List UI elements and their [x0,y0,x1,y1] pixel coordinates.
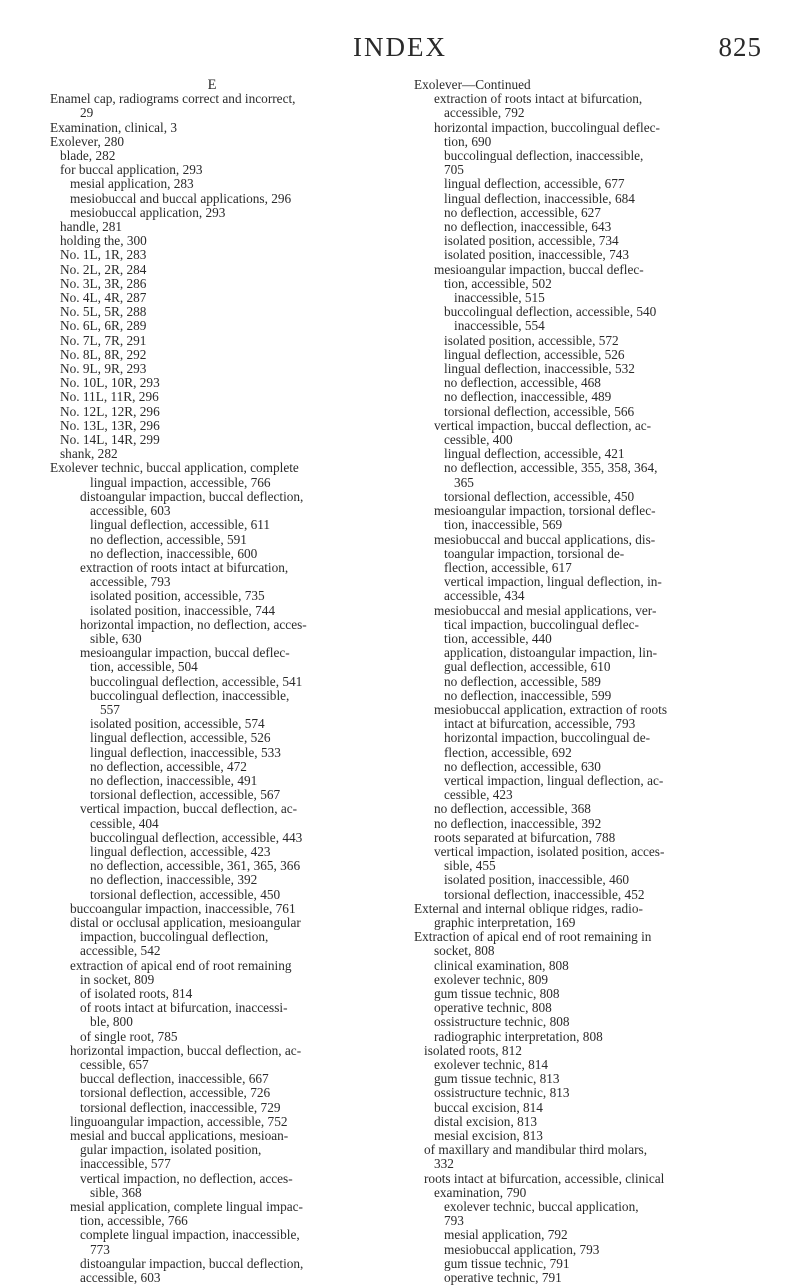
index-entry: extraction of roots intact at bifurcation, [80,559,289,575]
index-entry: toangular impaction, torsional de- [444,545,625,561]
index-entry: 705 [444,162,464,178]
index-entry: accessible, 603 [90,503,171,519]
index-entry: exolever technic, buccal application, [444,1199,639,1215]
index-entry: of single root, 785 [80,1028,178,1044]
index-entry: accessible, 792 [444,105,525,121]
index-entry: mesial excision, 813 [434,1128,543,1144]
index-entry: Examination, clinical, 3 [50,119,178,135]
index-entry: mesioangular impaction, buccal deflec- [434,261,644,277]
index-entry: ossistructure technic, 813 [434,1085,570,1101]
index-entry: lingual deflection, accessible, 526 [444,346,625,362]
index-entry: cessible, 400 [444,432,513,448]
index-entry: inaccessible, 515 [454,290,545,306]
index-entry: mesiobuccal and buccal applications, 296 [70,190,292,206]
index-entry: examination, 790 [434,1184,527,1200]
index-entry: buccolingual deflection, accessible, 541 [90,673,303,689]
index-entry: gular impaction, isolated position, [80,1142,262,1158]
index-entry: lingual deflection, accessible, 421 [444,446,625,462]
index-entry: mesioangular impaction, buccal deflec- [80,645,290,661]
index-entry: buccolingual deflection, inaccessible, [444,148,644,164]
index-entry: mesiobuccal and buccal applications, dis- [434,531,656,547]
index-entry: ossistructure technic, 808 [434,1014,570,1030]
section-letter: E [207,77,217,93]
index-entry: blade, 282 [60,148,116,164]
index-entry: vertical impaction, buccal deflection, ac- [80,801,298,817]
index-entry: no deflection, accessible, 627 [444,204,601,220]
index-entry: no deflection, inaccessible, 489 [444,389,612,405]
index-entry: distal or occlusal application, mesioangular [70,914,301,930]
index-entry: Exolever, 280 [50,133,125,149]
index-entry: torsional deflection, accessible, 566 [444,403,635,419]
index-entry: lingual deflection, inaccessible, 684 [444,190,635,206]
index-entry: no deflection, inaccessible, 600 [90,545,258,561]
index-column-left [50,78,388,1285]
index-entry: roots separated at bifurcation, 788 [434,829,616,845]
index-entry: no deflection, inaccessible, 392 [90,872,258,888]
index-entry: isolated position, accessible, 574 [90,716,265,732]
index-entry: No. 8L, 8R, 292 [60,346,147,362]
index-entry: inaccessible, 577 [80,1156,171,1172]
index-entry: no deflection, accessible, 368 [434,801,591,817]
index-entry: vertical impaction, lingual deflection, in- [444,574,662,590]
index-entry: 29 [80,105,94,121]
index-entry: of roots intact at bifurcation, inaccessi- [80,1000,288,1016]
index-entry: No. 2L, 2R, 284 [60,261,147,277]
index-entry: 773 [90,1241,110,1257]
index-entry: lingual impaction, accessible, 766 [90,474,271,490]
index-entry: mesial and buccal applications, mesioan- [70,1128,289,1144]
index-entry: socket, 808 [434,943,495,959]
index-entry: vertical impaction, no deflection, acces- [80,1170,293,1186]
index-entry: lingual deflection, accessible, 677 [444,176,625,192]
index-entry: vertical impaction, buccal deflection, ac- [434,417,652,433]
index-entry: horizontal impaction, no deflection, acces- [80,616,307,632]
index-entry: vertical impaction, isolated position, acces- [434,843,665,859]
index-entry: cessible, 423 [444,787,513,803]
index-entry: sible, 368 [90,1184,142,1200]
index-entry: sible, 455 [444,858,496,874]
index-entry: No. 5L, 5R, 288 [60,304,147,320]
index-entry: complete lingual impaction, inaccessible, [80,1227,300,1243]
index-entry: impaction, buccolingual deflection, [80,929,269,945]
index-entry: Enamel cap, radiograms correct and incorrect, [50,91,296,107]
index-entry: tion, accessible, 766 [80,1213,188,1229]
index-entry: No. 9L, 9R, 293 [60,361,147,377]
index-entry: torsional deflection, inaccessible, 452 [444,886,645,902]
index-entry: distal excision, 813 [434,1113,538,1129]
index-entry: holding the, 300 [60,233,147,249]
index-entry: 365 [454,474,474,490]
index-entry: torsional deflection, accessible, 450 [90,886,281,902]
index-entry: in socket, 809 [80,971,155,987]
index-entry: mesial application, 283 [70,176,194,192]
index-entry: No. 13L, 13R, 296 [60,417,160,433]
index-entry: exolever technic, 809 [434,971,549,987]
index-entry: gual deflection, accessible, 610 [444,659,611,675]
index-entry: mesioangular impaction, torsional deflec- [434,503,656,519]
index-entry: handle, 281 [60,219,123,235]
index-entry: Exolever technic, buccal application, complete [50,460,299,476]
index-entry: lingual deflection, accessible, 611 [90,517,271,533]
index-entry: lingual deflection, accessible, 423 [90,843,271,859]
index-entry: buccolingual deflection, accessible, 443 [90,829,303,845]
index-entry: accessible, 603 [80,1270,161,1285]
index-entry: torsional deflection, accessible, 450 [444,488,635,504]
index-entry: shank, 282 [60,446,118,462]
index-entry: lingual deflection, inaccessible, 532 [444,361,635,377]
index-entry: for buccal application, 293 [60,162,203,178]
index-entry: isolated roots, 812 [424,1042,522,1058]
index-entry: buccolingual deflection, inaccessible, [90,687,290,703]
index-entry: of isolated roots, 814 [80,986,193,1001]
index-entry: tion, 690 [444,133,492,149]
index-entry: 332 [434,1156,454,1172]
index-entry: of maxillary and mandibular third molars, [424,1142,648,1158]
index-entry: inaccessible, 554 [454,318,545,334]
index-entry: flection, accessible, 617 [444,559,572,575]
index-entry: lingual deflection, accessible, 526 [90,730,271,746]
index-entry: No. 7L, 7R, 291 [60,332,147,348]
index-entry: Exolever—Continued [414,77,531,92]
index-entry: isolated position, inaccessible, 744 [90,602,276,618]
index-entry: no deflection, accessible, 355, 358, 364, [444,460,658,476]
index-entry: ble, 800 [90,1014,133,1030]
index-entry: Extraction of apical end of root remaining in [414,929,652,945]
index-entry: exolever technic, 814 [434,1057,549,1073]
index-entry: External and internal oblique ridges, radio- [414,900,643,916]
index-entry: accessible, 542 [80,943,161,959]
index-entry: no deflection, inaccessible, 643 [444,219,612,235]
index-entry: isolated position, inaccessible, 460 [444,872,630,888]
index-entry: mesiobuccal application, 293 [70,204,226,220]
index-entry: tion, accessible, 502 [444,275,552,291]
index-entry: intact at bifurcation, accessible, 793 [444,716,636,732]
index-entry: torsional deflection, accessible, 726 [80,1085,271,1101]
index-entry: no deflection, accessible, 468 [444,375,601,391]
page-header [0,32,800,68]
index-entry: no deflection, inaccessible, 491 [90,772,258,788]
index-entry: buccal excision, 814 [434,1099,543,1115]
index-entry: mesiobuccal application, 793 [444,1241,600,1257]
index-entry: No. 11L, 11R, 296 [60,389,159,405]
index-entry: tion, inaccessible, 569 [444,517,563,533]
index-entry: tion, accessible, 504 [90,659,198,675]
index-entry: mesial application, complete lingual impac- [70,1199,303,1215]
index-entry: horizontal impaction, buccal deflection, ac- [70,1042,302,1058]
index-entry: clinical examination, 808 [434,957,569,973]
index-entry: no deflection, accessible, 630 [444,758,601,774]
page-title: INDEX [353,32,447,62]
page-number: 825 [718,32,762,62]
index-entry: distoangular impaction, buccal deflection, [80,1255,304,1271]
index-entry: isolated position, inaccessible, 743 [444,247,630,263]
index-entry: buccoangular impaction, inaccessible, 761 [70,900,296,916]
index-entry: 557 [100,701,120,717]
index-entry: flection, accessible, 692 [444,744,572,760]
index-entry: torsional deflection, accessible, 567 [90,787,281,803]
index-entry: torsional deflection, inaccessible, 729 [80,1099,281,1115]
index-entry: no deflection, inaccessible, 599 [444,687,612,703]
index-entry: 793 [444,1213,464,1229]
index-entry: extraction of roots intact at bifurcation, [434,91,643,107]
index-entry: operative technic, 808 [434,1000,552,1016]
index-entry: horizontal impaction, buccolingual deflec- [434,119,660,135]
index-entry: isolated position, accessible, 734 [444,233,619,249]
index-entry: No. 14L, 14R, 299 [60,432,160,448]
index-entry: sible, 630 [90,630,142,646]
index-entry: mesiobuccal application, extraction of roots [434,701,667,717]
index-entry: no deflection, accessible, 472 [90,758,247,774]
index-entry: tical impaction, buccolingual deflec- [444,616,639,632]
index-entry: no deflection, inaccessible, 392 [434,815,602,831]
index-entry: No. 3L, 3R, 286 [60,275,147,291]
index-entry: buccolingual deflection, accessible, 540 [444,304,657,320]
index-entry: vertical impaction, lingual deflection, ac- [444,772,664,788]
index-entry: mesial application, 792 [444,1227,568,1243]
index-entry: No. 4L, 4R, 287 [60,290,147,306]
index-entry: isolated position, accessible, 735 [90,588,265,604]
index-entry: roots intact at bifurcation, accessible, clinical [424,1170,665,1186]
index-entry: linguoangular impaction, accessible, 752 [70,1113,288,1129]
index-entry: gum tissue technic, 813 [434,1071,560,1087]
index-entry: No. 6L, 6R, 289 [60,318,147,334]
index-entry: mesiobuccal and mesial applications, ver- [434,602,657,618]
index-entry: gum tissue technic, 791 [444,1255,570,1271]
index-entry: application, distoangular impaction, lin- [444,645,658,661]
index-entry: No. 10L, 10R, 293 [60,375,160,391]
index-entry: No. 12L, 12R, 296 [60,403,160,419]
index-entry: no deflection, accessible, 589 [444,673,601,689]
index-entry: accessible, 793 [90,574,171,590]
index-entry: lingual deflection, inaccessible, 533 [90,744,281,760]
index-entry: No. 1L, 1R, 283 [60,247,147,263]
index-entry: gum tissue technic, 808 [434,986,560,1001]
index-entry: tion, accessible, 440 [444,630,552,646]
index-entry: extraction of apical end of root remaining [70,957,292,973]
index-entry: cessible, 657 [80,1057,149,1073]
index-entry: isolated position, accessible, 572 [444,332,619,348]
index-entry: no deflection, accessible, 361, 365, 366 [90,858,301,874]
index-entry: buccal deflection, inaccessible, 667 [80,1071,269,1087]
index-entry: graphic interpretation, 169 [434,914,576,930]
index-entry: no deflection, accessible, 591 [90,531,247,547]
index-entry: radiographic interpretation, 808 [434,1028,603,1044]
index-entry: cessible, 404 [90,815,159,831]
index-entry: horizontal impaction, buccolingual de- [444,730,651,746]
index-entry: operative technic, 791 [444,1270,562,1285]
index-column-right [414,78,770,1285]
index-entry: distoangular impaction, buccal deflection, [80,488,304,504]
index-entry: accessible, 434 [444,588,525,604]
